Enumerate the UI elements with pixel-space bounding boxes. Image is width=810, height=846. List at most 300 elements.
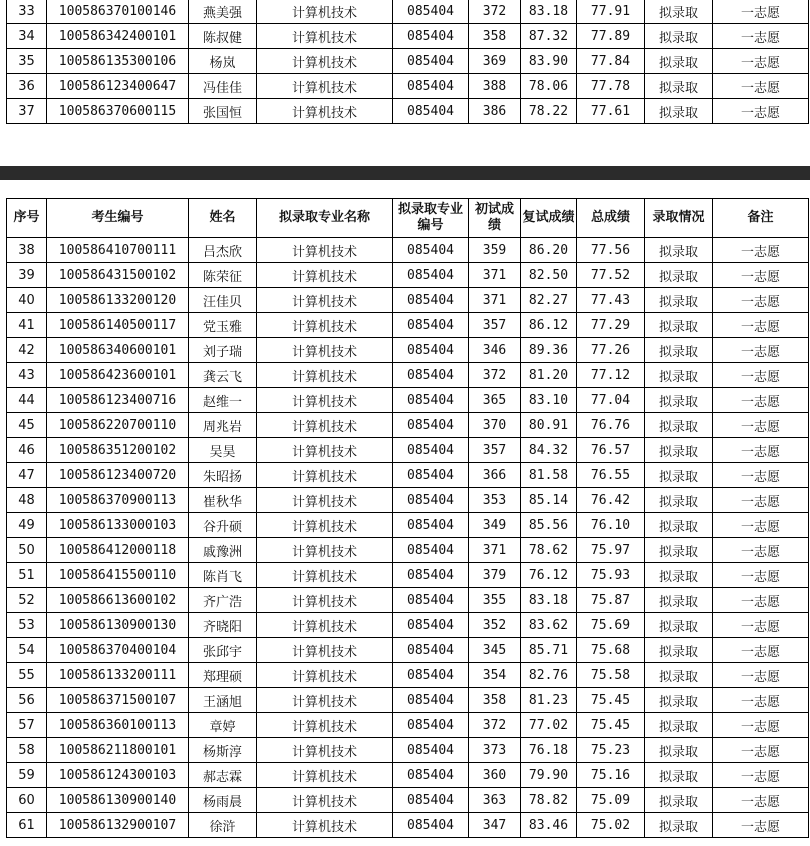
cell-retest-score: 82.50 [521,263,577,288]
cell-major-code: 085404 [393,338,469,363]
cell-admission: 拟录取 [645,613,713,638]
cell-total-score: 77.61 [577,99,645,124]
header-remark: 备注 [713,199,809,238]
cell-major-code: 085404 [393,713,469,738]
cell-examinee-id: 100586133000103 [47,513,189,538]
cell-examinee-id: 100586370400104 [47,638,189,663]
cell-major-code: 085404 [393,463,469,488]
cell-major-code: 085404 [393,74,469,99]
cell-retest-score: 76.18 [521,738,577,763]
cell-examinee-id: 100586371500107 [47,688,189,713]
table-row [7,288,809,313]
cell-remark: 一志愿 [713,563,809,588]
table-header-row [7,199,809,238]
cell-initial-score: 347 [469,813,521,838]
cell-admission: 拟录取 [645,588,713,613]
cell-initial-score: 355 [469,588,521,613]
cell-admission: 拟录取 [645,713,713,738]
cell-total-score: 75.02 [577,813,645,838]
cell-major: 计算机技术 [257,713,393,738]
cell-major-code: 085404 [393,49,469,74]
cell-total-score: 77.84 [577,49,645,74]
cell-major: 计算机技术 [257,313,393,338]
table-row [7,313,809,338]
cell-total-score: 75.45 [577,688,645,713]
cell-name: 刘子瑞 [189,338,257,363]
table-row [7,638,809,663]
cell-initial-score: 366 [469,463,521,488]
cell-name: 吴昊 [189,438,257,463]
cell-major: 计算机技术 [257,613,393,638]
cell-major-code: 085404 [393,813,469,838]
cell-retest-score: 83.62 [521,613,577,638]
cell-initial-score: 357 [469,313,521,338]
cell-major-code: 085404 [393,638,469,663]
cell-major: 计算机技术 [257,338,393,363]
cell-retest-score: 86.12 [521,313,577,338]
cell-remark: 一志愿 [713,49,809,74]
cell-seq: 61 [7,813,47,838]
cell-initial-score: 388 [469,74,521,99]
cell-major: 计算机技术 [257,688,393,713]
cell-remark: 一志愿 [713,24,809,49]
cell-seq: 47 [7,463,47,488]
cell-examinee-id: 100586123400720 [47,463,189,488]
header-name: 姓名 [189,199,257,238]
cell-seq: 53 [7,613,47,638]
cell-major-code: 085404 [393,263,469,288]
cell-examinee-id: 100586211800101 [47,738,189,763]
cell-initial-score: 363 [469,788,521,813]
cell-seq: 56 [7,688,47,713]
cell-remark: 一志愿 [713,588,809,613]
cell-name: 章婷 [189,713,257,738]
cell-name: 冯佳佳 [189,74,257,99]
table-row [7,513,809,538]
table-row [7,263,809,288]
cell-total-score: 75.93 [577,563,645,588]
cell-examinee-id: 100586431500102 [47,263,189,288]
cell-remark: 一志愿 [713,263,809,288]
table-row [7,99,809,124]
cell-seq: 39 [7,263,47,288]
cell-major-code: 085404 [393,588,469,613]
cell-examinee-id: 100586415500110 [47,563,189,588]
cell-seq: 46 [7,438,47,463]
cell-remark: 一志愿 [713,663,809,688]
admission-table-top [6,0,809,124]
cell-remark: 一志愿 [713,288,809,313]
page-break-band [0,166,810,180]
cell-examinee-id: 100586130900130 [47,613,189,638]
cell-initial-score: 372 [469,363,521,388]
cell-major: 计算机技术 [257,663,393,688]
cell-retest-score: 85.14 [521,488,577,513]
cell-total-score: 75.45 [577,713,645,738]
cell-retest-score: 82.27 [521,288,577,313]
header-initial-score: 初试成绩 [469,199,521,238]
cell-name: 谷升硕 [189,513,257,538]
cell-total-score: 76.57 [577,438,645,463]
cell-seq: 43 [7,363,47,388]
cell-seq: 42 [7,338,47,363]
cell-initial-score: 365 [469,388,521,413]
cell-admission: 拟录取 [645,74,713,99]
cell-major: 计算机技术 [257,99,393,124]
cell-examinee-id: 100586370900113 [47,488,189,513]
cell-name: 陈荣征 [189,263,257,288]
cell-remark: 一志愿 [713,99,809,124]
cell-seq: 45 [7,413,47,438]
cell-name: 郑理硕 [189,663,257,688]
cell-remark: 一志愿 [713,438,809,463]
cell-seq: 38 [7,238,47,263]
cell-initial-score: 346 [469,338,521,363]
cell-admission: 拟录取 [645,313,713,338]
table-row [7,663,809,688]
cell-total-score: 75.58 [577,663,645,688]
cell-examinee-id: 100586340600101 [47,338,189,363]
cell-total-score: 76.55 [577,463,645,488]
cell-major-code: 085404 [393,438,469,463]
cell-initial-score: 349 [469,513,521,538]
cell-admission: 拟录取 [645,663,713,688]
cell-admission: 拟录取 [645,813,713,838]
cell-major-code: 085404 [393,513,469,538]
cell-major-code: 085404 [393,738,469,763]
cell-admission: 拟录取 [645,738,713,763]
header-examinee-id: 考生编号 [47,199,189,238]
table-row [7,813,809,838]
cell-seq: 60 [7,788,47,813]
cell-initial-score: 358 [469,24,521,49]
cell-total-score: 75.97 [577,538,645,563]
cell-major-code: 085404 [393,488,469,513]
cell-retest-score: 83.18 [521,0,577,24]
header-seq: 序号 [7,199,47,238]
cell-seq: 48 [7,488,47,513]
cell-seq: 49 [7,513,47,538]
cell-retest-score: 78.82 [521,788,577,813]
page-gap [0,127,810,198]
cell-total-score: 75.68 [577,638,645,663]
cell-admission: 拟录取 [645,488,713,513]
cell-retest-score: 85.56 [521,513,577,538]
cell-seq: 54 [7,638,47,663]
cell-name: 燕美强 [189,0,257,24]
cell-initial-score: 345 [469,638,521,663]
cell-retest-score: 76.12 [521,563,577,588]
cell-total-score: 76.10 [577,513,645,538]
cell-seq: 37 [7,99,47,124]
cell-examinee-id: 100586124300103 [47,763,189,788]
cell-seq: 58 [7,738,47,763]
cell-major-code: 085404 [393,413,469,438]
cell-total-score: 76.42 [577,488,645,513]
cell-total-score: 77.78 [577,74,645,99]
cell-major-code: 085404 [393,363,469,388]
cell-admission: 拟录取 [645,688,713,713]
cell-total-score: 77.12 [577,363,645,388]
cell-retest-score: 83.10 [521,388,577,413]
cell-major-code: 085404 [393,763,469,788]
cell-name: 王涵旭 [189,688,257,713]
cell-remark: 一志愿 [713,338,809,363]
cell-major: 计算机技术 [257,288,393,313]
cell-admission: 拟录取 [645,24,713,49]
cell-retest-score: 81.20 [521,363,577,388]
cell-total-score: 77.56 [577,238,645,263]
cell-total-score: 77.52 [577,263,645,288]
cell-retest-score: 78.06 [521,74,577,99]
cell-name: 张国恒 [189,99,257,124]
cell-remark: 一志愿 [713,738,809,763]
cell-examinee-id: 100586351200102 [47,438,189,463]
cell-major: 计算机技术 [257,438,393,463]
cell-retest-score: 81.23 [521,688,577,713]
cell-seq: 55 [7,663,47,688]
cell-total-score: 76.76 [577,413,645,438]
cell-admission: 拟录取 [645,99,713,124]
cell-major: 计算机技术 [257,463,393,488]
cell-initial-score: 373 [469,738,521,763]
cell-remark: 一志愿 [713,688,809,713]
cell-major: 计算机技术 [257,513,393,538]
cell-initial-score: 370 [469,413,521,438]
cell-examinee-id: 100586220700110 [47,413,189,438]
admission-table-top-body [7,0,809,124]
cell-admission: 拟录取 [645,563,713,588]
cell-admission: 拟录取 [645,288,713,313]
table-row [7,238,809,263]
cell-retest-score: 81.58 [521,463,577,488]
cell-major-code: 085404 [393,99,469,124]
cell-remark: 一志愿 [713,363,809,388]
cell-name: 戚豫洲 [189,538,257,563]
cell-name: 齐晓阳 [189,613,257,638]
cell-retest-score: 87.32 [521,24,577,49]
cell-major: 计算机技术 [257,363,393,388]
cell-seq: 41 [7,313,47,338]
cell-major: 计算机技术 [257,238,393,263]
cell-admission: 拟录取 [645,388,713,413]
cell-name: 陈叔健 [189,24,257,49]
cell-major: 计算机技术 [257,413,393,438]
cell-retest-score: 82.76 [521,663,577,688]
cell-examinee-id: 100586132900107 [47,813,189,838]
cell-seq: 34 [7,24,47,49]
cell-major-code: 085404 [393,238,469,263]
cell-retest-score: 77.02 [521,713,577,738]
cell-major: 计算机技术 [257,588,393,613]
table-row [7,338,809,363]
cell-admission: 拟录取 [645,238,713,263]
cell-major: 计算机技术 [257,24,393,49]
cell-seq: 44 [7,388,47,413]
cell-examinee-id: 100586370600115 [47,99,189,124]
cell-admission: 拟录取 [645,438,713,463]
cell-initial-score: 353 [469,488,521,513]
table-row [7,613,809,638]
cell-major-code: 085404 [393,563,469,588]
cell-name: 汪佳贝 [189,288,257,313]
cell-name: 龚云飞 [189,363,257,388]
cell-major-code: 085404 [393,0,469,24]
cell-initial-score: 372 [469,713,521,738]
cell-major-code: 085404 [393,663,469,688]
cell-initial-score: 360 [469,763,521,788]
table-row [7,488,809,513]
cell-retest-score: 85.71 [521,638,577,663]
cell-admission: 拟录取 [645,363,713,388]
cell-initial-score: 359 [469,238,521,263]
cell-name: 崔秋华 [189,488,257,513]
table-row [7,688,809,713]
cell-name: 齐广浩 [189,588,257,613]
cell-seq: 59 [7,763,47,788]
header-major-code: 拟录取专业编号 [393,199,469,238]
table-row [7,0,809,24]
cell-seq: 36 [7,74,47,99]
cell-total-score: 75.87 [577,588,645,613]
cell-retest-score: 89.36 [521,338,577,363]
cell-major: 计算机技术 [257,738,393,763]
cell-name: 杨岚 [189,49,257,74]
cell-major-code: 085404 [393,788,469,813]
cell-retest-score: 86.20 [521,238,577,263]
cell-admission: 拟录取 [645,413,713,438]
cell-examinee-id: 100586130900140 [47,788,189,813]
cell-admission: 拟录取 [645,263,713,288]
admission-table [6,198,809,838]
cell-examinee-id: 100586370100146 [47,0,189,24]
cell-name: 赵维一 [189,388,257,413]
cell-major: 计算机技术 [257,263,393,288]
cell-name: 陈肖飞 [189,563,257,588]
cell-retest-score: 78.22 [521,99,577,124]
cell-remark: 一志愿 [713,813,809,838]
table-row [7,538,809,563]
cell-major: 计算机技术 [257,488,393,513]
cell-major-code: 085404 [393,388,469,413]
header-retest-score: 复试成绩 [521,199,577,238]
cell-remark: 一志愿 [713,488,809,513]
table-row [7,738,809,763]
cell-initial-score: 371 [469,263,521,288]
cell-admission: 拟录取 [645,638,713,663]
cell-major: 计算机技术 [257,763,393,788]
cell-admission: 拟录取 [645,49,713,74]
cell-seq: 40 [7,288,47,313]
cell-initial-score: 372 [469,0,521,24]
header-admission: 录取情况 [645,199,713,238]
cell-initial-score: 357 [469,438,521,463]
cell-initial-score: 379 [469,563,521,588]
cell-initial-score: 352 [469,613,521,638]
cell-examinee-id: 100586123400716 [47,388,189,413]
cell-total-score: 77.91 [577,0,645,24]
cell-admission: 拟录取 [645,538,713,563]
table-row [7,363,809,388]
cell-admission: 拟录取 [645,463,713,488]
cell-seq: 33 [7,0,47,24]
cell-major-code: 085404 [393,613,469,638]
cell-major: 计算机技术 [257,0,393,24]
cell-examinee-id: 100586410700111 [47,238,189,263]
cell-admission: 拟录取 [645,763,713,788]
cell-remark: 一志愿 [713,713,809,738]
cell-major: 计算机技术 [257,638,393,663]
cell-name: 徐浒 [189,813,257,838]
cell-major: 计算机技术 [257,74,393,99]
cell-major: 计算机技术 [257,388,393,413]
cell-name: 党玉雅 [189,313,257,338]
cell-remark: 一志愿 [713,74,809,99]
cell-remark: 一志愿 [713,463,809,488]
cell-remark: 一志愿 [713,638,809,663]
cell-total-score: 77.89 [577,24,645,49]
table-row [7,438,809,463]
cell-remark: 一志愿 [713,513,809,538]
cell-major: 计算机技术 [257,538,393,563]
cell-initial-score: 371 [469,288,521,313]
cell-total-score: 77.26 [577,338,645,363]
cell-remark: 一志愿 [713,0,809,24]
cell-total-score: 75.23 [577,738,645,763]
cell-examinee-id: 100586133200111 [47,663,189,688]
cell-total-score: 75.09 [577,788,645,813]
cell-remark: 一志愿 [713,238,809,263]
cell-name: 周兆岩 [189,413,257,438]
cell-seq: 35 [7,49,47,74]
cell-examinee-id: 100586123400647 [47,74,189,99]
cell-examinee-id: 100586140500117 [47,313,189,338]
cell-retest-score: 78.62 [521,538,577,563]
cell-initial-score: 369 [469,49,521,74]
header-major: 拟录取专业名称 [257,199,393,238]
cell-name: 朱昭扬 [189,463,257,488]
cell-initial-score: 371 [469,538,521,563]
cell-examinee-id: 100586613600102 [47,588,189,613]
admission-table-body [7,238,809,838]
cell-total-score: 75.69 [577,613,645,638]
cell-major: 计算机技术 [257,563,393,588]
cell-remark: 一志愿 [713,313,809,338]
cell-retest-score: 83.90 [521,49,577,74]
table-row [7,763,809,788]
table-row [7,463,809,488]
cell-name: 杨斯淳 [189,738,257,763]
table-row [7,24,809,49]
table-row [7,563,809,588]
cell-examinee-id: 100586423600101 [47,363,189,388]
cell-total-score: 77.04 [577,388,645,413]
cell-name: 吕杰欣 [189,238,257,263]
cell-retest-score: 79.90 [521,763,577,788]
cell-retest-score: 80.91 [521,413,577,438]
cell-seq: 50 [7,538,47,563]
cell-initial-score: 354 [469,663,521,688]
cell-major-code: 085404 [393,688,469,713]
cell-major: 计算机技术 [257,49,393,74]
cell-name: 郝志霖 [189,763,257,788]
table-row [7,388,809,413]
cell-total-score: 77.29 [577,313,645,338]
cell-name: 张邱宇 [189,638,257,663]
cell-retest-score: 84.32 [521,438,577,463]
cell-initial-score: 386 [469,99,521,124]
cell-examinee-id: 100586342400101 [47,24,189,49]
